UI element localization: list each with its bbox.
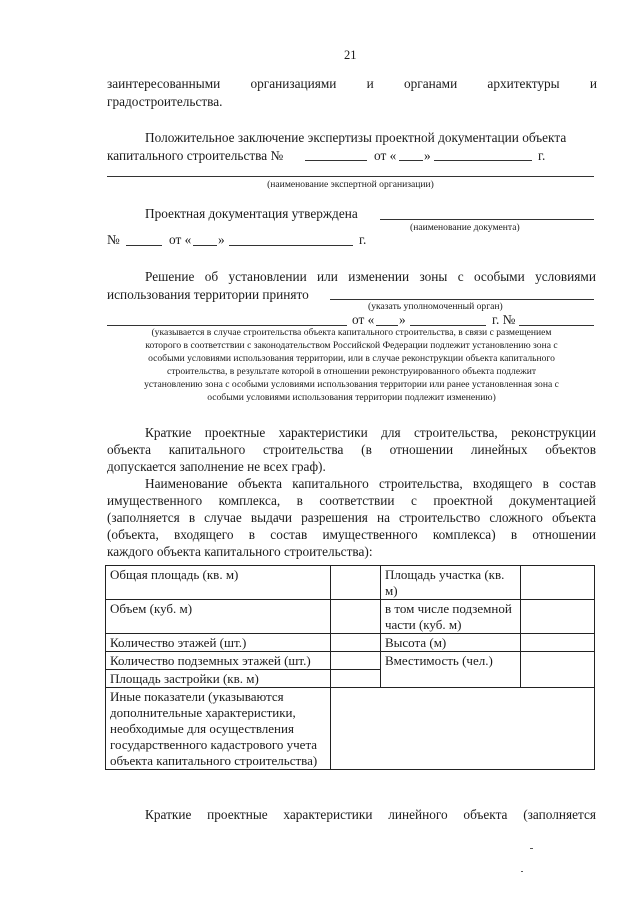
zone-day-blank[interactable]	[376, 325, 398, 326]
word: комплекса,	[218, 493, 281, 508]
word: разрешения	[301, 510, 368, 525]
names-line3	[107, 509, 596, 527]
word: строительство	[399, 510, 481, 525]
word: имущественного	[322, 527, 418, 542]
word: объектов	[545, 442, 596, 457]
expertise-number-blank[interactable]	[305, 160, 367, 161]
table-label-cell: Иные показатели (указываются дополнительные характеристики, необходимые для осуществления государственного кадастрового учета объекта капитального строительства)	[106, 688, 331, 770]
word: капитального	[292, 476, 369, 491]
zone-note-line: установлению зона с особыми условиями использования территории или ранее установленная зона с	[144, 379, 559, 390]
table-label-cell: Общая площадь (кв. м)	[106, 566, 331, 600]
zone-decision-blank[interactable]	[107, 325, 347, 326]
brief-line3: допускается заполнение не всех граф).	[107, 459, 326, 474]
expertise-day-blank[interactable]	[399, 160, 423, 161]
word: об	[204, 269, 219, 284]
zone-month-blank[interactable]	[410, 325, 486, 326]
word: Решение	[145, 269, 195, 284]
expertise-organization-caption: (наименование экспертной организации)	[267, 179, 434, 190]
word: линейных	[470, 442, 528, 457]
zone-number-blank[interactable]	[519, 325, 594, 326]
word: на	[376, 510, 390, 525]
word: отношении	[389, 442, 454, 457]
word: имущественного	[107, 493, 203, 508]
word: входящего	[174, 527, 234, 542]
word: органами	[403, 76, 458, 91]
table-value-cell[interactable]	[331, 670, 381, 688]
word: для	[381, 425, 401, 440]
approved-number-blank[interactable]	[126, 245, 162, 246]
word: и	[366, 76, 374, 91]
table-row	[106, 652, 595, 670]
word: характеристики	[278, 425, 368, 440]
word: объекта	[238, 476, 283, 491]
table-empty-cell	[521, 670, 595, 688]
word: в	[188, 510, 196, 525]
word: (заполняется	[107, 510, 180, 525]
table-value-cell[interactable]	[331, 600, 381, 634]
scan-speck	[530, 848, 533, 849]
names-line1	[145, 475, 596, 493]
paragraph-continuation-line2: градостроительства.	[107, 94, 223, 109]
word: установлении	[228, 269, 307, 284]
word: сложного	[489, 510, 543, 525]
word: соответствии	[319, 493, 395, 508]
zone-note-line: особыми условиями использования территории подлежит изменению)	[207, 392, 496, 403]
word: входящего	[472, 476, 533, 491]
word: в	[510, 527, 518, 542]
table-row	[106, 688, 595, 770]
table-label-cell: Вместимость (чел.)	[381, 652, 521, 670]
table-label-cell: Высота (м)	[381, 634, 521, 652]
linear-line1	[145, 806, 596, 824]
word: и	[589, 76, 597, 91]
word: (заполняется	[523, 807, 596, 822]
table-value-cell[interactable]	[331, 688, 595, 770]
word: характеристики	[283, 807, 373, 822]
table-value-cell[interactable]	[331, 634, 381, 652]
word: Наименование	[145, 476, 228, 491]
word: капитального	[168, 442, 246, 457]
approved-label: Проектная документация утверждена	[145, 206, 358, 221]
approved-document-caption: (наименование документа)	[410, 222, 520, 233]
table-label-cell: Объем (куб. м)	[106, 600, 331, 634]
zone-authority-blank[interactable]	[330, 299, 594, 300]
table-row	[106, 670, 595, 688]
table-label-cell: Площадь застройки (кв. м)	[106, 670, 331, 688]
table-label-cell: в том числе подземной части (куб. м)	[381, 600, 521, 634]
table-label-cell: Площадь участка (кв. м)	[381, 566, 521, 600]
zone-line2-label: использования территории принято	[107, 287, 309, 302]
word: зоны	[419, 269, 448, 284]
word: проектные	[207, 807, 268, 822]
paragraph-continuation-line1	[107, 75, 597, 93]
word: состав	[559, 476, 596, 491]
word: случае	[204, 510, 242, 525]
zone-note-line: строительства, в результате которой в отношении реконструированного объекта подлежит	[166, 366, 537, 377]
word: (объекта,	[107, 527, 159, 542]
table-value-cell[interactable]	[521, 634, 595, 652]
table-value-cell[interactable]	[331, 652, 381, 670]
expertise-from-label: от «	[374, 148, 397, 163]
word: или	[317, 269, 338, 284]
names-line5: каждого объекта капитального строительства):	[107, 544, 373, 559]
word: линейного	[388, 807, 448, 822]
word: Краткие	[145, 807, 192, 822]
word: отношении	[532, 527, 596, 542]
word: проектной	[433, 493, 493, 508]
zone-quote-close: »	[399, 312, 406, 327]
expertise-month-blank[interactable]	[434, 160, 532, 161]
word: организациями	[250, 76, 337, 91]
zone-note-line: (указывается в случае строительства объекта капитального строительства, в связи с размещением	[151, 327, 552, 338]
table-row	[106, 634, 595, 652]
parameters-table	[105, 565, 595, 770]
word: в	[248, 527, 256, 542]
word: выдачи	[250, 510, 293, 525]
table-label-cell: Количество этажей (шт.)	[106, 634, 331, 652]
table-row	[106, 566, 595, 600]
word: строительства,	[378, 476, 463, 491]
word: строительства,	[413, 425, 498, 440]
zone-year-number-label: г. №	[492, 312, 516, 327]
table-value-cell[interactable]	[331, 566, 381, 600]
word: строительства	[262, 442, 344, 457]
table-label-cell: Количество подземных этажей (шт.)	[106, 652, 331, 670]
zone-from-label: от «	[352, 312, 375, 327]
table-value-cell[interactable]	[521, 600, 595, 634]
scan-speck	[521, 871, 523, 872]
word: Краткие	[145, 425, 192, 440]
brief-line2	[107, 441, 596, 459]
approved-from-label: от «	[169, 232, 192, 247]
approved-number-label: №	[107, 232, 120, 247]
word: в	[296, 493, 303, 508]
table-value-cell[interactable]	[521, 652, 595, 670]
zone-authority-caption: (указать уполномоченный орган)	[368, 301, 503, 312]
names-line2	[107, 492, 596, 510]
zone-note-line: особыми условиями использования территории, или в случае реконструкции объекта капитального	[148, 353, 555, 364]
table-row	[106, 600, 595, 634]
word: проектные	[204, 425, 266, 440]
brief-line1	[145, 424, 596, 442]
expertise-organization-blank[interactable]	[107, 176, 594, 177]
word: с	[410, 493, 417, 508]
word: документацией	[509, 493, 596, 508]
approved-document-blank[interactable]	[380, 219, 594, 220]
zone-line1	[145, 268, 596, 286]
names-line4	[107, 526, 596, 544]
word: заинтересованными	[107, 76, 221, 91]
word: объекта	[551, 510, 596, 525]
word: состав	[270, 527, 308, 542]
word: изменении	[348, 269, 410, 284]
expertise-year-label: г.	[538, 148, 546, 163]
table-value-cell[interactable]	[521, 566, 595, 600]
approved-quote-close: »	[218, 232, 225, 247]
word: с	[457, 269, 464, 284]
approved-month-blank[interactable]	[229, 245, 353, 246]
expertise-line2-label: капитального строительства №	[107, 148, 284, 163]
word: условиями	[535, 269, 596, 284]
zone-note-line: которого в соответствии с законодательством Российской Федерации подлежит установлению зона с	[145, 340, 558, 351]
word: архитектуры	[487, 76, 560, 91]
word: комплекса)	[432, 527, 496, 542]
approved-day-blank[interactable]	[193, 245, 217, 246]
page-number: 21	[344, 48, 357, 62]
word: (в	[361, 442, 372, 457]
word: объекта	[107, 442, 152, 457]
approved-year-label: г.	[359, 232, 367, 247]
expertise-line1: Положительное заключение экспертизы проектной документации объекта	[145, 130, 567, 145]
expertise-quote-close: »	[424, 148, 431, 163]
word: реконструкции	[511, 425, 596, 440]
word: объекта	[463, 807, 508, 822]
table-empty-cell	[381, 670, 521, 688]
word: особыми	[473, 269, 525, 284]
word: в	[542, 476, 549, 491]
